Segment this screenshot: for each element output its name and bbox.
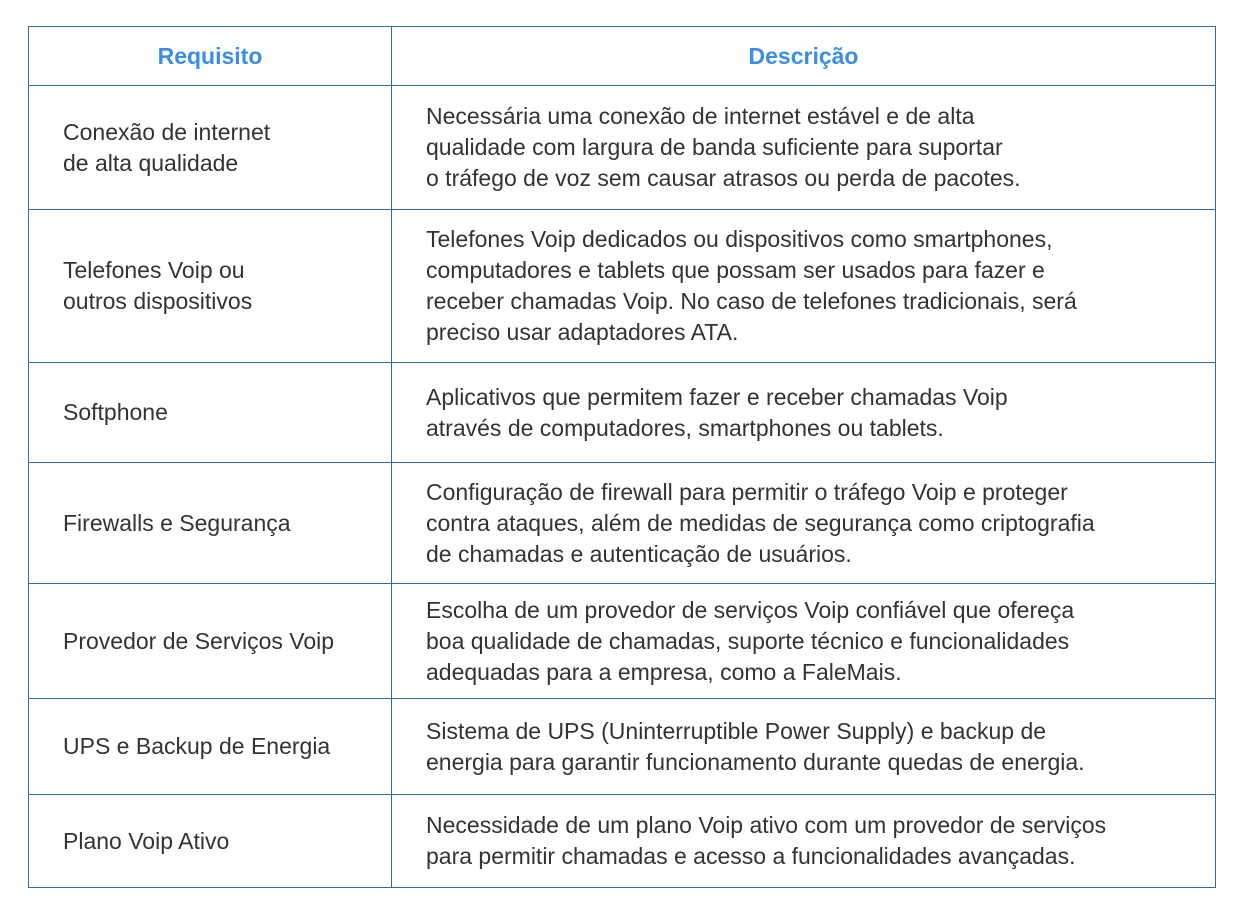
requirement-text: Softphone [63,399,168,425]
requirement-cell [29,795,392,888]
table-row [29,463,1216,584]
description-text: Telefones Voip dedicados ou dispositivos como smartphones, computadores e tablets que possam ser usados para fazer e receber chamadas Voip. No caso de telefones tradicionais, será preciso usar adaptadores ATA. [426,226,1077,345]
table-row [29,210,1216,363]
description-cell [392,363,1216,463]
table-row [29,86,1216,210]
requirement-cell [29,584,392,699]
description-text: Sistema de UPS (Uninterruptible Power Supply) e backup de energia para garantir funcionamento durante quedas de energia. [426,717,1085,775]
requirement-text: Plano Voip Ativo [63,827,230,854]
description-cell [392,795,1216,888]
requirement-text: Telefones Voip ou outros dispositivos [63,257,253,314]
requirements-table [28,26,1216,888]
table-row [29,363,1216,463]
header-row [29,27,1216,86]
table-header [29,27,1216,86]
description-text: Aplicativos que permitem fazer e receber chamadas Voip através de computadores, smartphones ou tablets. [426,383,1008,441]
description-text: Escolha de um provedor de serviços Voip confiável que ofereça boa qualidade de chamadas, suporte técnico e funcionalidades adequadas para a empresa, como a FaleMais. [426,596,1075,685]
header-description: Descrição [392,27,1216,86]
description-cell [392,463,1216,584]
description-text: Necessária uma conexão de internet estável e de alta qualidade com largura de banda suficiente para suportar o tráfego de voz sem causar atrasos ou perda de pacotes. [426,103,1021,191]
description-cell [392,210,1216,363]
table-body [29,86,1216,888]
requirement-cell [29,86,392,210]
description-cell [392,584,1216,699]
description-text: Configuração de firewall para permitir o tráfego Voip e proteger contra ataques, além de medidas de segurança como criptografia de chamadas e autenticação de usuários. [426,478,1095,567]
requirement-text: Provedor de Serviços Voip [63,627,335,654]
requirement-cell [29,363,392,463]
table-row [29,699,1216,795]
table-row [29,795,1216,888]
requirement-text: Conexão de internet de alta qualidade [63,118,271,176]
description-cell [392,86,1216,210]
requirement-cell [29,210,392,363]
requirement-text: Firewalls e Segurança [63,509,291,536]
requirement-cell [29,699,392,795]
description-cell [392,699,1216,795]
table-row [29,584,1216,699]
requirement-text: UPS e Backup de Energia [63,733,331,759]
header-requirement: Requisito [29,27,392,86]
description-text: Necessidade de um plano Voip ativo com um provedor de serviços para permitir chamadas e acesso a funcionalidades avançadas. [426,812,1107,869]
requirement-cell [29,463,392,584]
